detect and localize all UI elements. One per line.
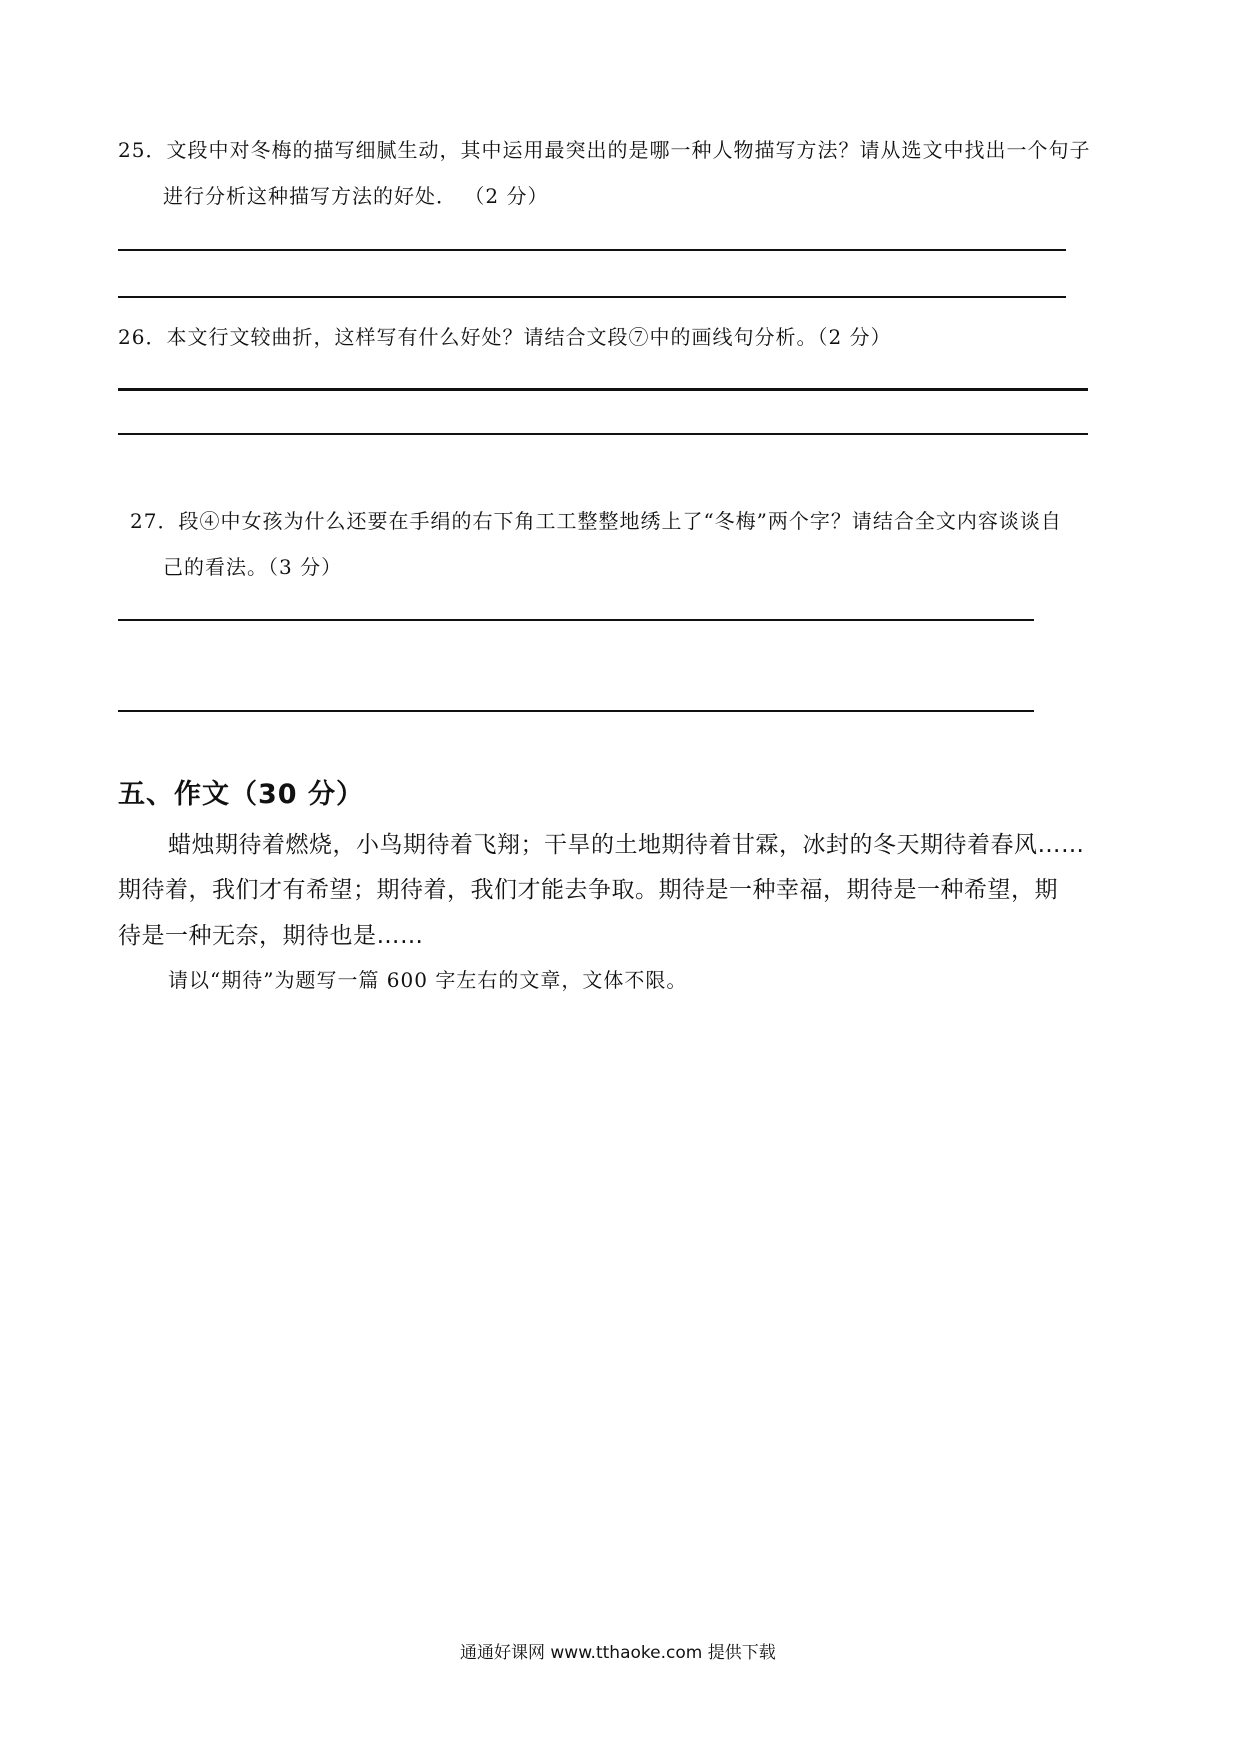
- question-27-line-1: 27．段④中女孩为什么还要在手绢的右下角工工整整地绣上了“冬梅”两个字？请结合全文内容谈谈自: [130, 509, 1062, 533]
- question-25-line-1: 25．文段中对冬梅的描写细腻生动，其中运用最突出的是哪一种人物描写方法？请从选文中找出一个句子: [118, 138, 1091, 162]
- question-25-line-2: 进行分析这种描写方法的好处． （2 分）: [163, 184, 549, 208]
- answer-line-27-b: [118, 710, 1034, 712]
- answer-line-27-a: [118, 619, 1034, 621]
- question-27-line-2: 己的看法。（3 分）: [163, 555, 343, 579]
- answer-line-26-b: [118, 433, 1088, 435]
- footer-source: 通通好课网 www.tthaoke.com 提供下载: [460, 1643, 776, 1663]
- composition-title: 五、作文（30 分）: [118, 779, 364, 810]
- composition-prompt-line-2: 期待着，我们才有希望；期待着，我们才能去争取。期待是一种幸福，期待是一种希望，期: [118, 877, 1058, 903]
- composition-prompt-line-1: 蜡烛期待着燃烧，小鸟期待着飞翔；干旱的土地期待着甘霖，冰封的冬天期待着春风……: [168, 832, 1085, 858]
- question-26-line-1: 26．本文行文较曲折，这样写有什么好处？请结合文段⑦中的画线句分析。（2 分）: [118, 325, 892, 349]
- composition-instruction: 请以“期待”为题写一篇 600 字左右的文章，文体不限。: [168, 968, 688, 992]
- answer-line-25-a: [118, 249, 1066, 251]
- answer-line-25-b: [118, 296, 1066, 298]
- answer-line-26-a: [118, 388, 1088, 391]
- composition-prompt-line-3: 待是一种无奈，期待也是……: [118, 923, 424, 949]
